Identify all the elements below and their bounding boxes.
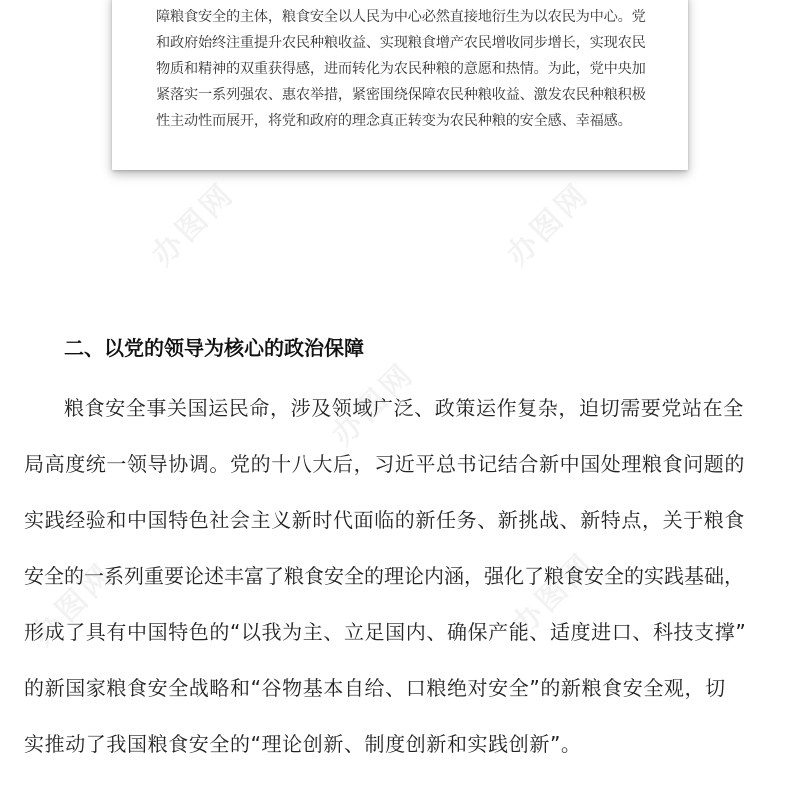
section-heading: 二、以党的领导为核心的政治保障 bbox=[64, 336, 364, 360]
body-line: 实践经验和中国特色社会主义新时代面临的新任务、新挑战、新特点，关于粮食 bbox=[24, 508, 745, 532]
body-line: 形成了具有中国特色的“以我为主、立足国内、确保产能、适度进口、科技支撑” bbox=[24, 620, 747, 644]
quote-line: 紧落实一系列强农、惠农举措，紧密围绕保障农民种粮收益、激发农民种粮积极 bbox=[156, 87, 646, 103]
watermark: 办图网 bbox=[500, 176, 597, 273]
watermark: 办图网 bbox=[325, 356, 422, 453]
quote-line: 物质和精神的双重获得感，进而转化为农民种粮的意愿和热情。为此，党中央加 bbox=[156, 61, 646, 77]
body-line: 安全的一系列重要论述丰富了粮食安全的理论内涵，强化了粮食安全的实践基础， bbox=[24, 564, 744, 588]
quote-line: 和政府始终注重提升农民种粮收益、实现粮食增产农民增收同步增长，实现农民 bbox=[156, 35, 646, 51]
body-line: 的新国家粮食安全战略和“谷物基本自给、口粮绝对安全”的新粮食安全观，切 bbox=[24, 676, 726, 700]
watermark: 办图网 bbox=[505, 546, 602, 643]
body-line: 粮食安全事关国运民命，涉及领域广泛、政策运作复杂，迫切需要党站在全 bbox=[64, 396, 744, 420]
quote-line: 性主动性而展开，将党和政府的理念真正转变为农民种粮的安全感、幸福感。 bbox=[156, 113, 632, 129]
body-line: 实推动了我国粮食安全的“理论创新、制度创新和实践创新”。 bbox=[24, 732, 582, 756]
watermark: 办图网 bbox=[145, 176, 242, 273]
quote-card bbox=[112, 0, 688, 170]
watermark: 办图网 bbox=[25, 556, 122, 653]
quote-line: 障粮食安全的主体，粮食安全以人民为中心必然直接地衍生为以农民为中心。党 bbox=[156, 9, 646, 25]
body-line: 局高度统一领导协调。党的十八大后，习近平总书记结合新中国处理粮食问题的 bbox=[24, 452, 745, 476]
